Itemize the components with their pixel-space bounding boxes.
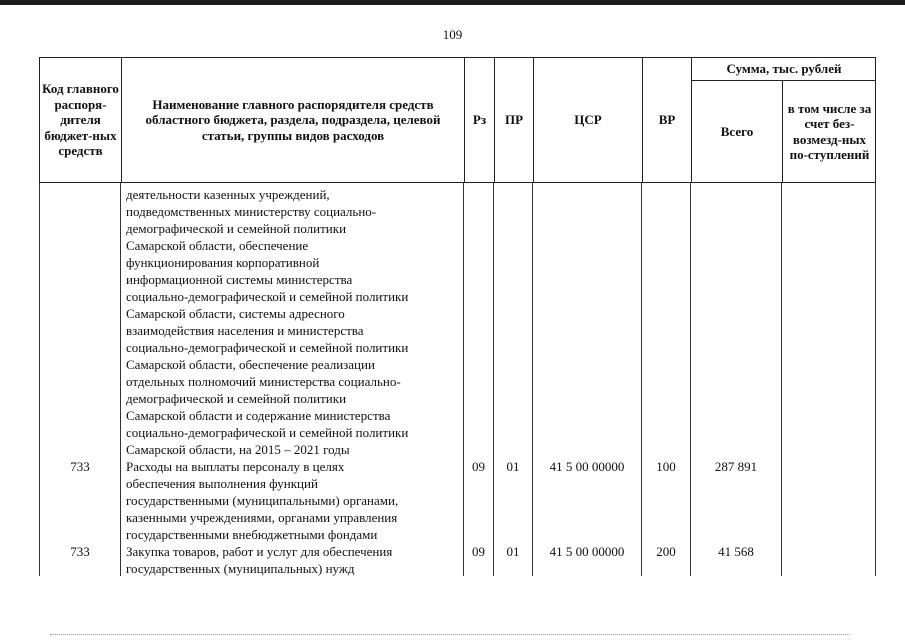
row-code: 733 [70, 459, 90, 474]
scan-top-edge [0, 0, 905, 5]
col-line [532, 183, 533, 576]
row-name: Расходы на выплаты персоналу в целях обеспечения выполнения функций государственными (муниципальными) органами, казенными учреждениями, органами управления государственными внебюджетными фондами [126, 459, 399, 542]
header-total: Всего [720, 123, 754, 139]
col-line [781, 183, 782, 576]
col-line [39, 183, 40, 576]
col-line [690, 183, 691, 576]
header-name: Наименование главного распорядителя средств областного бюджета, раздела, подраздела, целевой статьи, группы видов расходов [145, 96, 441, 143]
header-sum: Сумма, тыс. рублей [726, 61, 842, 77]
row-csr: 41 5 00 00000 [549, 544, 625, 559]
page-number: 109 [442, 27, 463, 42]
row-csr: 41 5 00 00000 [549, 459, 625, 474]
col-line [493, 183, 494, 576]
row-total: 41 568 [718, 544, 754, 559]
header-vr: ВР [658, 112, 676, 128]
col-line [641, 183, 642, 576]
header-code: Код главного распоря-дителя бюджет-ных средств [42, 81, 119, 159]
header-grants: в том числе за счет без-возмезд-ных по-ступлений [787, 100, 872, 162]
row-pr: 01 [506, 544, 520, 559]
header-csr: ЦСР [574, 112, 602, 128]
row-name: Закупка товаров, работ и услуг для обеспечения государственных (муниципальных) нужд [126, 544, 393, 576]
row-vr: 100 [656, 459, 676, 474]
col-line [875, 183, 876, 576]
row-code: 733 [70, 544, 90, 559]
row-rz: 09 [472, 459, 485, 474]
row-rz: 09 [472, 544, 485, 559]
row-total: 287 891 [714, 459, 758, 474]
row-vr: 200 [656, 544, 676, 559]
header-rz: Рз [472, 112, 487, 128]
row-pr: 01 [506, 459, 520, 474]
scan-bottom-edge [50, 634, 850, 636]
col-line [463, 183, 464, 576]
table-header [39, 57, 876, 183]
header-pr: ПР [504, 112, 524, 128]
col-line [120, 183, 121, 576]
continuation-text: деятельности казенных учреждений, подведомственных министерству социально- демографической и семейной политики Самарской области, обеспечение функционирования корпоративной информационной системы министерства социально-демографической и семейной политики Самарской области, системы адресного взаимодействия населения и министерства социально-демографической и семейной политики Самарской области, обеспечение реализации отдельных полномочий министерства социально- демографической и семейной политики Самарской области и содержание министерства социально-демографической и семейной политики Самарской области, на 2015 – 2021 годы [126, 187, 409, 457]
